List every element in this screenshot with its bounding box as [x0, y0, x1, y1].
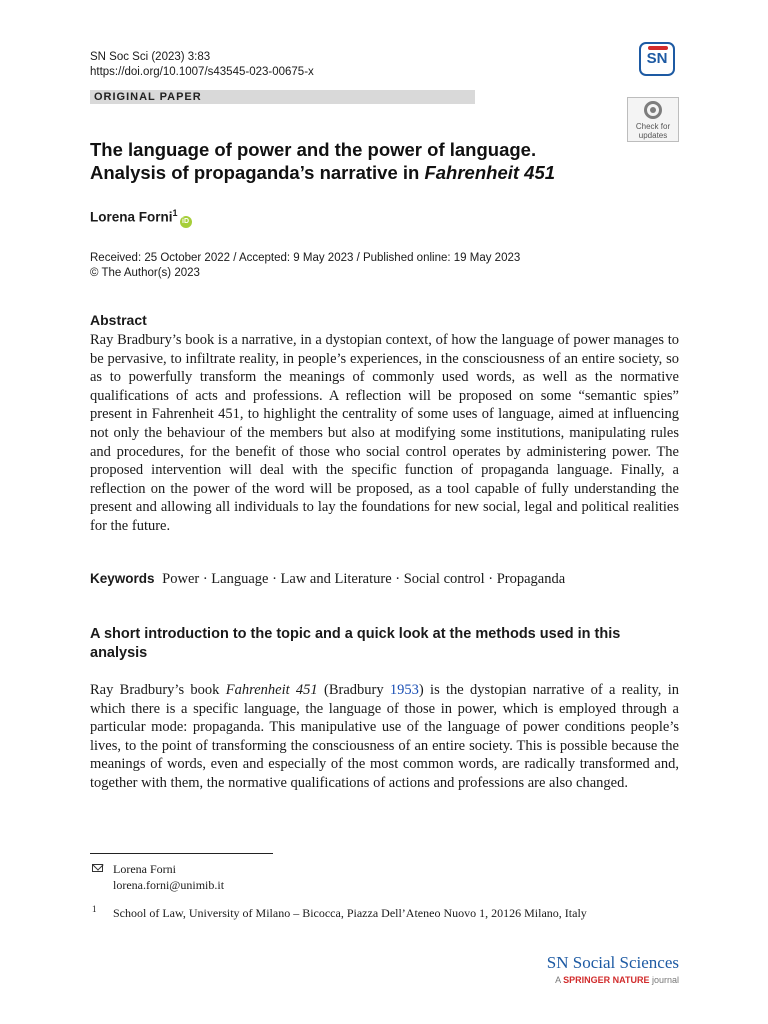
footnote-divider	[90, 853, 273, 854]
section-heading: A short introduction to the topic and a quick look at the methods used in this analysis	[90, 626, 621, 661]
section-label-bar	[90, 90, 475, 104]
check-updates-icon	[644, 101, 662, 119]
corresponding-name: Lorena Forni	[113, 862, 176, 876]
publisher-mark: A SPRINGER NATURE journal	[555, 975, 679, 985]
abstract-text: Ray Bradbury’s book is a narrative, in a dystopian context, of how the language of power manages to be pervasive, to infiltrate reality, in people’s experiences, in the consciousness of an entire society, so as to powerfully transform the meanings of commonly used words, as well as the normative qualifications of acts and professions. A reflection will be proposed on some “semantic spies” present in Fahrenheit 451, to highlight the centrality of some uses of language, aimed at influencing not only the behaviour of the members but also at modifying some institutions, manipulating rules and procedures, for the benefit of those who social control operates by administering power. The proposed intervention will deal with the specific function of propaganda language. Finally, a reflection on the power of the word will be proposed, as a tool capable of fully understanding the present and allowing all individuals to lay the foundations for new social, legal and political realities for the future.	[90, 332, 679, 534]
author-name[interactable]: Lorena Forni	[90, 209, 173, 225]
affiliation-number: 1	[92, 904, 97, 914]
envelope-icon	[92, 864, 103, 872]
keywords-label: Keywords	[90, 571, 155, 586]
article-citation	[90, 50, 314, 80]
corresponding-author	[113, 861, 224, 893]
article-dates	[90, 251, 520, 281]
reference-link[interactable]: 1953	[389, 682, 419, 698]
check-for-updates-button[interactable]	[627, 97, 679, 142]
corresponding-email[interactable]: lorena.forni@unimib.it	[113, 878, 225, 892]
keywords	[90, 571, 565, 588]
abstract-heading: Abstract	[90, 312, 147, 328]
journal-name: SN Social Sciences	[546, 953, 679, 972]
author-affiliation-marker: 1	[172, 208, 178, 218]
affiliation-text: School of Law, University of Milano – Bicocca, Piazza Dell’Ateneo Nuovo 1, 20126 Milano, Italy	[113, 906, 587, 920]
citation-text: SN Soc Sci (2023) 3:83	[90, 51, 211, 63]
check-updates-label: Check for updates	[635, 122, 671, 140]
orcid-icon[interactable]: iD	[180, 216, 192, 228]
article-title	[90, 138, 650, 184]
copyright: © The Author(s) 2023	[90, 267, 200, 279]
intro-paragraph: Ray Bradbury’s book Fahrenheit 451 (Bradbury 1953) is the dystopian narrative of a reality, in which there is a specific language, the language of those in power, which is employed through a particular mode: propaganda. This manipulative use of the language of power conditions people’s lives, to the point of transforming the consciousness of an entire society. This is possible because the meanings of words, even and especially of the most common words, are radically transformed and, together with them, the normative qualifications of actions and professions are also changed.	[90, 682, 680, 791]
title-line-2: Analysis of propaganda’s narrative in Fahrenheit 451	[90, 162, 556, 183]
doi-link[interactable]: https://doi.org/10.1007/s43545-023-00675-x	[90, 66, 314, 78]
keywords-list: Power · Language · Law and Literature · Social control · Propaganda	[162, 571, 566, 587]
title-line-1: The language of power and the power of language.	[90, 139, 537, 160]
sn-journal-logo	[639, 42, 675, 76]
author-line	[90, 208, 192, 228]
history-dates: Received: 25 October 2022 / Accepted: 9 May 2023 / Published online: 19 May 2023	[90, 252, 521, 264]
logo-text: SN	[646, 50, 668, 67]
section-label: ORIGINAL PAPER	[94, 91, 202, 103]
